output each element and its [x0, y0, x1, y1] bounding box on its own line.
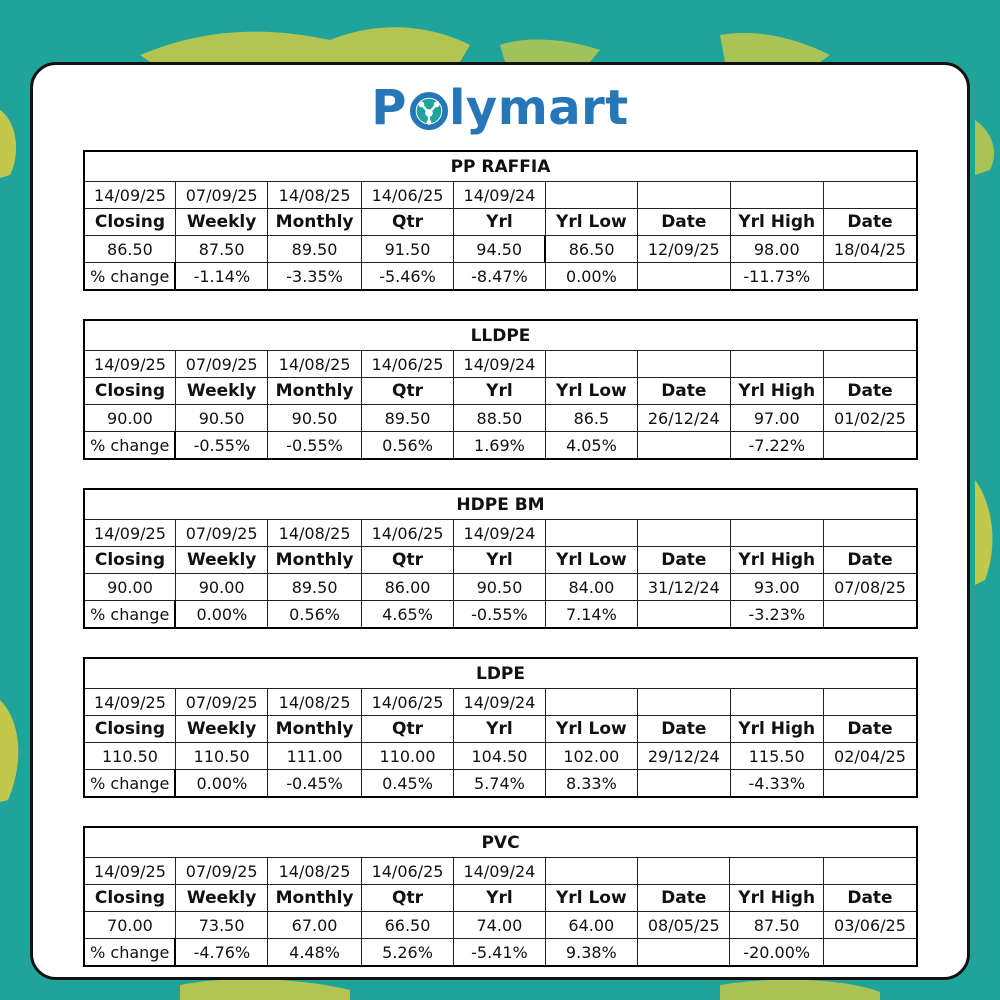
change-cell: -5.46% — [361, 263, 453, 291]
value-cell: 84.00 — [545, 574, 637, 601]
price-card — [30, 62, 970, 980]
value-cell: 110.00 — [361, 743, 453, 770]
header-cell: Qtr — [361, 209, 453, 236]
date-cell: 14/08/25 — [268, 858, 361, 885]
empty-cell — [638, 182, 730, 209]
value-cell: 89.50 — [361, 405, 453, 432]
header-cell: Weekly — [175, 209, 267, 236]
change-cell: -3.23% — [730, 601, 823, 629]
date-cell: 14/06/25 — [361, 351, 453, 378]
header-cell: Yrl Low — [545, 716, 637, 743]
header-cell: Yrl — [454, 209, 545, 236]
value-cell: 86.50 — [545, 236, 637, 263]
value-cell: 88.50 — [454, 405, 545, 432]
header-cell: Weekly — [175, 378, 267, 405]
change-cell — [823, 263, 917, 291]
header-cell: Date — [823, 209, 917, 236]
change-cell — [823, 770, 917, 798]
change-cell: 0.00% — [545, 263, 637, 291]
header-cell: Date — [823, 885, 917, 912]
date-cell: 14/09/24 — [454, 520, 545, 547]
header-cell: Yrl — [454, 885, 545, 912]
change-label: % change — [84, 770, 175, 798]
change-cell: 0.56% — [268, 601, 361, 629]
brand-wordmark — [371, 80, 628, 136]
header-cell: Yrl High — [730, 716, 823, 743]
header-cell: Weekly — [175, 547, 267, 574]
date-cell: 14/08/25 — [268, 182, 361, 209]
change-cell: 5.26% — [361, 939, 453, 967]
empty-cell — [545, 520, 637, 547]
value-cell: 90.50 — [175, 405, 267, 432]
date-cell: 14/08/25 — [268, 520, 361, 547]
header-cell: Yrl — [454, 547, 545, 574]
date-cell: 14/09/24 — [454, 182, 545, 209]
change-cell: 0.45% — [361, 770, 453, 798]
date-cell: 14/09/25 — [84, 182, 175, 209]
empty-cell — [823, 689, 917, 716]
empty-cell — [638, 351, 730, 378]
value-cell: 90.00 — [84, 405, 175, 432]
header-cell: Yrl Low — [545, 378, 637, 405]
date-cell: 14/06/25 — [361, 520, 453, 547]
value-cell: 87.50 — [730, 912, 823, 939]
header-cell: Closing — [84, 716, 175, 743]
change-label: % change — [84, 432, 175, 460]
date-cell: 07/09/25 — [175, 689, 267, 716]
change-cell: -0.55% — [268, 432, 361, 460]
change-cell — [638, 939, 730, 967]
date-cell: 14/09/25 — [84, 689, 175, 716]
change-cell: -3.35% — [268, 263, 361, 291]
value-cell: 110.50 — [84, 743, 175, 770]
change-cell — [638, 432, 730, 460]
table-title: LDPE — [84, 658, 917, 689]
header-cell: Date — [824, 547, 918, 574]
change-cell: -4.76% — [175, 939, 267, 967]
empty-cell — [730, 182, 823, 209]
header-cell: Yrl High — [730, 378, 823, 405]
table-title: PP RAFFIA — [84, 151, 917, 182]
change-cell — [638, 263, 730, 291]
date-cell: 14/06/25 — [361, 689, 453, 716]
value-cell: 07/08/25 — [824, 574, 918, 601]
change-cell: -0.55% — [454, 601, 545, 629]
date-cell: 14/09/24 — [454, 858, 545, 885]
header-cell: Date — [638, 209, 730, 236]
header-cell: Qtr — [361, 378, 453, 405]
value-cell: 86.50 — [84, 236, 175, 263]
change-cell: -5.41% — [454, 939, 545, 967]
value-cell: 115.50 — [730, 743, 823, 770]
header-cell: Closing — [84, 209, 175, 236]
value-cell: 89.50 — [268, 574, 361, 601]
brand-letters-rest: lymart — [448, 80, 629, 136]
value-cell: 98.00 — [730, 236, 823, 263]
header-cell: Monthly — [268, 209, 361, 236]
change-cell: -4.33% — [730, 770, 823, 798]
change-cell: 9.38% — [545, 939, 637, 967]
header-cell: Yrl — [454, 378, 545, 405]
value-cell: 110.50 — [175, 743, 267, 770]
header-cell: Weekly — [175, 716, 267, 743]
value-cell: 97.00 — [730, 405, 823, 432]
date-cell: 14/06/25 — [361, 182, 453, 209]
value-cell: 70.00 — [84, 912, 175, 939]
change-cell — [638, 770, 730, 798]
empty-cell — [823, 858, 917, 885]
empty-cell — [824, 520, 918, 547]
price-table-pp-raffia — [83, 150, 918, 291]
value-cell: 90.00 — [175, 574, 267, 601]
date-cell: 14/09/24 — [454, 351, 545, 378]
empty-cell — [545, 858, 637, 885]
header-cell: Yrl Low — [545, 885, 637, 912]
change-cell: 0.00% — [175, 601, 267, 629]
header-cell: Yrl Low — [545, 547, 637, 574]
header-cell: Qtr — [361, 885, 453, 912]
value-cell: 73.50 — [175, 912, 267, 939]
change-cell: -11.73% — [730, 263, 823, 291]
empty-cell — [730, 520, 823, 547]
empty-cell — [730, 858, 823, 885]
value-cell: 02/04/25 — [823, 743, 917, 770]
header-cell: Closing — [84, 885, 175, 912]
value-cell: 26/12/24 — [638, 405, 730, 432]
table-title: LLDPE — [84, 320, 917, 351]
change-cell: 0.56% — [361, 432, 453, 460]
price-table-pvc — [83, 826, 918, 967]
change-cell: 4.65% — [361, 601, 453, 629]
value-cell: 08/05/25 — [638, 912, 730, 939]
molecule-icon — [410, 92, 448, 130]
date-cell: 07/09/25 — [175, 182, 267, 209]
value-cell: 01/02/25 — [823, 405, 917, 432]
header-cell: Closing — [84, 547, 175, 574]
price-table-ldpe — [83, 657, 918, 798]
header-cell: Yrl High — [730, 209, 823, 236]
value-cell: 03/06/25 — [823, 912, 917, 939]
value-cell: 86.00 — [361, 574, 453, 601]
price-table-lldpe — [83, 319, 918, 460]
value-cell: 12/09/25 — [638, 236, 730, 263]
header-cell: Monthly — [268, 378, 361, 405]
header-cell: Qtr — [361, 716, 453, 743]
empty-cell — [545, 689, 637, 716]
value-cell: 90.50 — [454, 574, 545, 601]
header-cell: Date — [638, 716, 730, 743]
change-cell: 0.00% — [175, 770, 267, 798]
header-cell: Weekly — [175, 885, 267, 912]
change-cell: -8.47% — [454, 263, 545, 291]
value-cell: 104.50 — [454, 743, 545, 770]
change-cell: -20.00% — [730, 939, 823, 967]
empty-cell — [823, 351, 917, 378]
change-cell: -1.14% — [175, 263, 267, 291]
value-cell: 64.00 — [545, 912, 637, 939]
value-cell: 91.50 — [361, 236, 453, 263]
price-table-hdpe-bm — [83, 488, 918, 629]
value-cell: 29/12/24 — [638, 743, 730, 770]
header-cell: Monthly — [268, 885, 361, 912]
header-cell: Qtr — [361, 547, 453, 574]
date-cell: 14/09/25 — [84, 520, 175, 547]
date-cell: 14/09/25 — [84, 351, 175, 378]
change-cell: 4.05% — [545, 432, 637, 460]
header-cell: Closing — [84, 378, 175, 405]
value-cell: 111.00 — [268, 743, 361, 770]
value-cell: 89.50 — [268, 236, 361, 263]
change-label: % change — [84, 601, 175, 629]
header-cell: Date — [638, 378, 730, 405]
header-cell: Yrl Low — [545, 209, 637, 236]
date-cell: 14/08/25 — [268, 689, 361, 716]
value-cell: 90.50 — [268, 405, 361, 432]
empty-cell — [545, 351, 637, 378]
empty-cell — [638, 858, 730, 885]
header-cell: Date — [638, 547, 730, 574]
header-cell: Date — [638, 885, 730, 912]
value-cell: 18/04/25 — [823, 236, 917, 263]
change-cell — [824, 601, 918, 629]
change-cell: 1.69% — [454, 432, 545, 460]
table-title: HDPE BM — [84, 489, 917, 520]
value-cell: 31/12/24 — [638, 574, 730, 601]
value-cell: 66.50 — [361, 912, 453, 939]
date-cell: 07/09/25 — [175, 351, 267, 378]
change-label: % change — [84, 263, 175, 291]
header-cell: Yrl — [454, 716, 545, 743]
value-cell: 86.5 — [545, 405, 637, 432]
empty-cell — [823, 182, 917, 209]
date-cell: 14/06/25 — [361, 858, 453, 885]
date-cell: 07/09/25 — [175, 520, 267, 547]
value-cell: 93.00 — [730, 574, 823, 601]
change-cell — [823, 939, 917, 967]
change-label: % change — [84, 939, 175, 967]
change-cell: 7.14% — [545, 601, 637, 629]
date-cell: 14/09/24 — [454, 689, 545, 716]
value-cell: 90.00 — [84, 574, 175, 601]
change-cell: 8.33% — [545, 770, 637, 798]
value-cell: 67.00 — [268, 912, 361, 939]
change-cell: -0.45% — [268, 770, 361, 798]
value-cell: 94.50 — [454, 236, 545, 263]
value-cell: 87.50 — [175, 236, 267, 263]
change-cell: 4.48% — [268, 939, 361, 967]
empty-cell — [730, 351, 823, 378]
header-cell: Date — [823, 716, 917, 743]
brand-letter-p: P — [371, 80, 407, 136]
change-cell: -7.22% — [730, 432, 823, 460]
date-cell: 14/08/25 — [268, 351, 361, 378]
change-cell: -0.55% — [175, 432, 267, 460]
table-title: PVC — [84, 827, 917, 858]
date-cell: 07/09/25 — [175, 858, 267, 885]
change-cell: 5.74% — [454, 770, 545, 798]
header-cell: Yrl High — [730, 547, 823, 574]
empty-cell — [730, 689, 823, 716]
empty-cell — [638, 689, 730, 716]
change-cell — [638, 601, 730, 629]
header-cell: Monthly — [268, 547, 361, 574]
value-cell: 102.00 — [545, 743, 637, 770]
empty-cell — [545, 182, 637, 209]
empty-cell — [638, 520, 730, 547]
value-cell: 74.00 — [454, 912, 545, 939]
brand-logo — [33, 73, 967, 143]
header-cell: Yrl High — [730, 885, 823, 912]
date-cell: 14/09/25 — [84, 858, 175, 885]
header-cell: Date — [823, 378, 917, 405]
change-cell — [823, 432, 917, 460]
header-cell: Monthly — [268, 716, 361, 743]
